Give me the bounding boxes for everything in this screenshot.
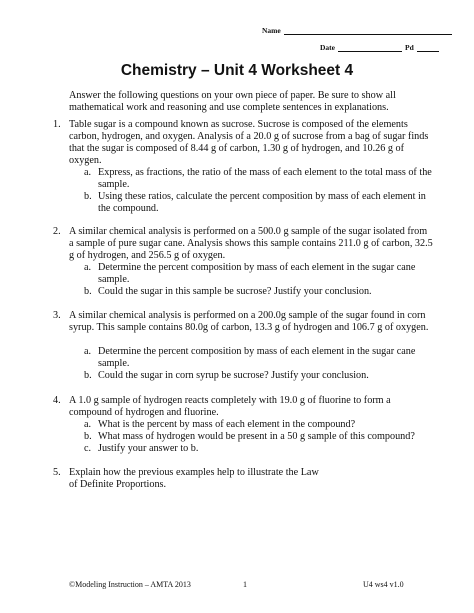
question-text: A similar chemical analysis is performed on a 500.0 g sample of the sugar isolated from a sample of pure sugar cane. Analysis shows this sample contains 211.0 g of carbon, 32.5 g of hydrogen, and 256.5 g of oxygen. <box>69 226 433 261</box>
question-number: 5. <box>53 467 61 478</box>
footer-version: U4 ws4 v1.0 <box>363 580 404 589</box>
part-label: b. <box>84 286 92 297</box>
date-label: Date <box>320 43 335 52</box>
name-label: Name <box>262 26 281 35</box>
name-field <box>262 26 452 35</box>
part-label: a. <box>84 167 92 178</box>
footer-page-number: 1 <box>243 580 247 589</box>
part-label: a. <box>84 419 92 430</box>
question-number: 3. <box>53 310 61 321</box>
question-text: A similar chemical analysis is performed on a 200.0g sample of the sugar found in corn syrup. This sample contains 80.0g of carbon, 13.3 g of hydrogen and 106.7 g of oxygen. <box>69 310 429 333</box>
question-text: A 1.0 g sample of hydrogen reacts completely with 19.0 g of fluorine to form a compound of hydrogen and fluorine. <box>69 395 391 418</box>
part-text: Could the sugar in corn syrup be sucrose? Justify your conclusion. <box>98 370 369 381</box>
question-text: Table sugar is a compound known as sucrose. Sucrose is composed of the elements carbon, hydrogen, and oxygen. Analysis of a 20.0 g of sucrose from a bag of sugar finds that the sugar is composed of 8.44 g of carbon, 1.30 g of hydrogen, and 10.26 g of oxygen. <box>69 119 429 166</box>
part-text: What mass of hydrogen would be present in a 50 g sample of this compound? <box>98 431 415 442</box>
part-label: b. <box>84 191 92 202</box>
period-blank-line <box>417 43 439 52</box>
part-text: Determine the percent composition by mass of each element in the sugar cane sample. <box>98 346 416 369</box>
part-label: b. <box>84 370 92 381</box>
date-period-field <box>320 43 439 52</box>
period-label: Pd <box>405 43 414 52</box>
footer-copyright: ©Modeling Instruction – AMTA 2013 <box>69 580 191 589</box>
question-number: 4. <box>53 395 61 406</box>
name-blank-line <box>284 26 452 35</box>
instructions: Answer the following questions on your own piece of paper. Be sure to show all mathematical work and reasoning and use complete sentences in explanations. <box>69 90 396 113</box>
part-label: a. <box>84 262 92 273</box>
part-text: Justify your answer to b. <box>98 443 199 454</box>
date-blank-line <box>338 43 402 52</box>
part-text: Express, as fractions, the ratio of the mass of each element to the total mass of the sample. <box>98 167 432 190</box>
part-label: a. <box>84 346 92 357</box>
part-text: What is the percent by mass of each element in the compound? <box>98 419 356 430</box>
question-text: Explain how the previous examples help to illustrate the Law of Definite Proportions. <box>69 467 319 490</box>
question-number: 2. <box>53 226 61 237</box>
part-text: Could the sugar in this sample be sucrose? Justify your conclusion. <box>98 286 372 297</box>
question-number: 1. <box>53 119 61 130</box>
part-text: Determine the percent composition by mass of each element in the sugar cane sample. <box>98 262 416 285</box>
part-label: c. <box>84 443 92 454</box>
part-label: b. <box>84 431 92 442</box>
part-text: Using these ratios, calculate the percent composition by mass of each element in the compound. <box>98 191 426 214</box>
page-title: Chemistry – Unit 4 Worksheet 4 <box>120 62 354 79</box>
